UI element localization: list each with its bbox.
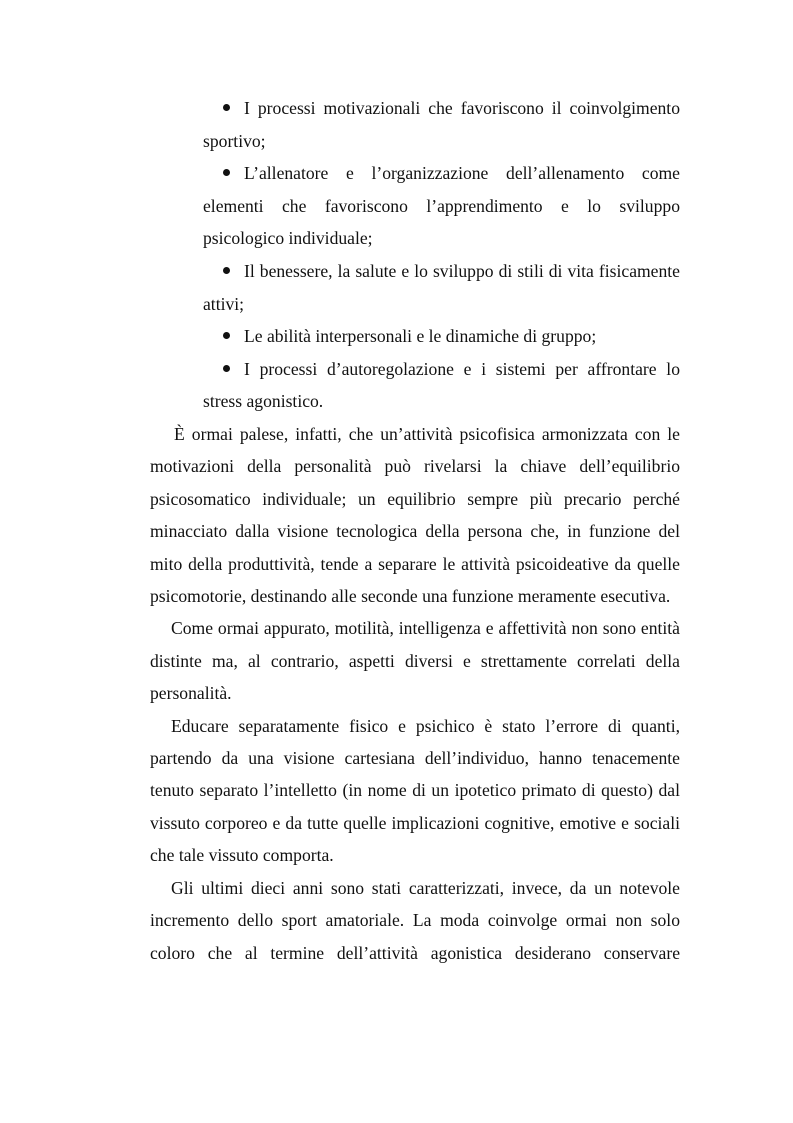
bullet-icon (223, 267, 230, 274)
bullet-icon (223, 365, 230, 372)
list-item (203, 92, 680, 157)
paragraph: È ormai palese, infatti, che un’attività psicofisica armonizzata con le motivazioni della personalità può rivelarsi la chiave dell’equilibrio psicosomatico individuale; un equilibrio sempre più precario perché minacciato dalla visione tecnologica della persona che, in funzione del mito della produttività, tende a separare le attività psicoideative da quelle psicomotorie, destinando alle seconde una funzione meramente esecutiva. (150, 424, 680, 607)
list-item-text: I processi motivazionali che favoriscono il coinvolgimento sportivo; (203, 98, 680, 151)
paragraph: Come ormai appurato, motilità, intelligenza e affettività non sono entità distinte ma, al contrario, aspetti diversi e strettamente correlati della personalità. (150, 618, 680, 704)
list-item (203, 320, 680, 353)
list-item (203, 157, 680, 255)
list-item-text: L’allenatore e l’organizzazione dell’allenamento come elementi che favoriscono l’apprendimento e lo sviluppo psicologico individuale; (203, 163, 680, 249)
list-item-text: I processi d’autoregolazione e i sistemi per affrontare lo stress agonistico. (203, 358, 680, 412)
body-text (150, 418, 680, 969)
bullet-list (203, 92, 680, 418)
bullet-icon (223, 104, 230, 111)
list-item-text: Il benessere, la salute e lo sviluppo di stili di vita fisicamente attivi; (203, 260, 680, 314)
list-item-text: Le abilità interpersonali e le dinamiche di gruppo; (244, 326, 597, 347)
paragraph: Educare separatamente fisico e psichico è stato l’errore di quanti, partendo da una visione cartesiana dell’individuo, hanno tenacemente tenuto separato l’intelletto (in nome di un ipotetico primato di questo) dal vissuto corporeo e da tutte quelle implicazioni cognitive, emotive e sociali che tale vissuto comporta. (150, 715, 680, 866)
paragraph: Gli ultimi dieci anni sono stati caratterizzati, invece, da un notevole incremento dello sport amatoriale. La moda coinvolge ormai non solo coloro che al termine dell’attività agonistica desiderano conservare (150, 877, 680, 963)
list-item (203, 255, 680, 320)
list-item (203, 353, 680, 418)
